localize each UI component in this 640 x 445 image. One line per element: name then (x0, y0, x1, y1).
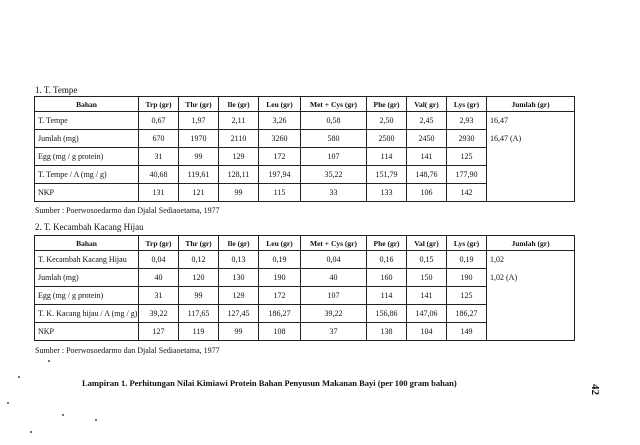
column-header: Lys (gr) (447, 97, 487, 112)
table-cell: 133 (367, 184, 407, 202)
table-row (35, 305, 575, 323)
table-row (35, 269, 575, 287)
sum-cell (487, 148, 575, 166)
table-header-row (35, 236, 575, 251)
table-kacang-hijau (34, 235, 575, 341)
table-cell: 131 (139, 184, 179, 202)
scan-speck (7, 402, 9, 404)
column-header: Thr (gr) (179, 236, 219, 251)
sum-cell: 1,02 (A) (487, 269, 575, 287)
table-cell: 0,16 (367, 251, 407, 269)
column-header: Trp (gr) (139, 97, 179, 112)
table-cell: 99 (179, 148, 219, 166)
table-cell: 1970 (179, 130, 219, 148)
table-cell: 149 (447, 323, 487, 341)
table-cell: 2500 (367, 130, 407, 148)
table-cell: 121 (179, 184, 219, 202)
row-label: Jumlah (mg) (35, 130, 139, 148)
column-header: Ile (gr) (219, 236, 259, 251)
row-label: Jumlah (mg) (35, 269, 139, 287)
table-cell: 2,45 (407, 112, 447, 130)
table-cell: 128,11 (219, 166, 259, 184)
table-cell: 127 (139, 323, 179, 341)
table-cell: 114 (367, 148, 407, 166)
sum-cell: 16,47 (487, 112, 575, 130)
table-cell: 120 (179, 269, 219, 287)
table-cell: 0,19 (447, 251, 487, 269)
table-cell: 108 (259, 323, 301, 341)
table-cell: 151,79 (367, 166, 407, 184)
table-cell: 0,04 (139, 251, 179, 269)
row-label: T. K. Kacang hijau / A (mg / g) (35, 305, 139, 323)
table-cell: 2,50 (367, 112, 407, 130)
table-cell: 150 (407, 269, 447, 287)
column-header: Leu (gr) (259, 97, 301, 112)
scan-speck (30, 431, 32, 433)
table-cell: 129 (219, 148, 259, 166)
table-cell: 40 (139, 269, 179, 287)
table-cell: 107 (301, 287, 367, 305)
table-cell: 0,15 (407, 251, 447, 269)
table-row (35, 148, 575, 166)
table-cell: 114 (367, 287, 407, 305)
sum-cell: 1,02 (487, 251, 575, 269)
table-cell: 0,12 (179, 251, 219, 269)
section-title-tempe: 1. T. Tempe (35, 85, 78, 95)
table-cell: 33 (301, 184, 367, 202)
table-cell: 0,19 (259, 251, 301, 269)
row-label: Egg (mg / g protein) (35, 287, 139, 305)
sum-cell (487, 305, 575, 323)
table-cell: 119,61 (179, 166, 219, 184)
table-cell: 0,04 (301, 251, 367, 269)
table-row (35, 166, 575, 184)
table-header-row (35, 97, 575, 112)
scan-speck (95, 419, 97, 421)
table-cell: 156,86 (367, 305, 407, 323)
column-header: Jumlah (gr) (487, 97, 575, 112)
column-header: Bahan (35, 236, 139, 251)
table-cell: 37 (301, 323, 367, 341)
table-cell: 115 (259, 184, 301, 202)
table-cell: 190 (259, 269, 301, 287)
table-cell: 40 (301, 269, 367, 287)
column-header: Met + Cys (gr) (301, 97, 367, 112)
table-cell: 580 (301, 130, 367, 148)
column-header: Phe (gr) (367, 236, 407, 251)
page-number: 42 (589, 384, 601, 395)
sum-cell (487, 287, 575, 305)
scan-speck (18, 376, 20, 378)
table-cell: 99 (219, 184, 259, 202)
source-note-kacang-hijau: Sumber : Poerwosoedarmo dan Djalal Sediaoetama, 1977 (35, 346, 220, 355)
table-cell: 2,11 (219, 112, 259, 130)
table-cell: 172 (259, 148, 301, 166)
table-cell: 190 (447, 269, 487, 287)
section-title-kacang-hijau: 2. T. Kecambah Kacang Hijau (35, 222, 144, 232)
appendix-caption: Lampiran 1. Perhitungan Nilai Kimiawi Protein Bahan Penyusun Makanan Bayi (per 100 gram bahan) (82, 378, 457, 388)
table-cell: 3260 (259, 130, 301, 148)
table-cell: 40,68 (139, 166, 179, 184)
scan-speck (48, 360, 50, 362)
table-cell: 99 (179, 287, 219, 305)
table-cell: 142 (447, 184, 487, 202)
table-tempe (34, 96, 575, 202)
table-cell: 125 (447, 287, 487, 305)
table-cell: 186,27 (447, 305, 487, 323)
table-cell: 125 (447, 148, 487, 166)
row-label: NKP (35, 323, 139, 341)
sum-cell: 16,47 (A) (487, 130, 575, 148)
table-cell: 2930 (447, 130, 487, 148)
table-row (35, 287, 575, 305)
row-label: T. Kecambah Kacang Hijau (35, 251, 139, 269)
table-cell: 670 (139, 130, 179, 148)
row-label: T. Tempe (35, 112, 139, 130)
sum-cell (487, 323, 575, 341)
table-cell: 119 (179, 323, 219, 341)
table-cell: 138 (367, 323, 407, 341)
column-header: Ile (gr) (219, 97, 259, 112)
table-cell: 2,93 (447, 112, 487, 130)
table-cell: 197,94 (259, 166, 301, 184)
table-cell: 3,26 (259, 112, 301, 130)
table-row (35, 184, 575, 202)
table-cell: 160 (367, 269, 407, 287)
column-header: Trp (gr) (139, 236, 179, 251)
scan-speck (62, 414, 64, 416)
table-cell: 2450 (407, 130, 447, 148)
column-header: Bahan (35, 97, 139, 112)
table-cell: 172 (259, 287, 301, 305)
sum-cell (487, 166, 575, 184)
column-header: Lys (gr) (447, 236, 487, 251)
column-header: Val( gr) (407, 97, 447, 112)
row-label: T. Tempe / A (mg / g) (35, 166, 139, 184)
table-cell: 130 (219, 269, 259, 287)
table-cell: 147,06 (407, 305, 447, 323)
table-cell: 0,58 (301, 112, 367, 130)
table-cell: 186,27 (259, 305, 301, 323)
table-cell: 106 (407, 184, 447, 202)
table-cell: 0,13 (219, 251, 259, 269)
table-cell: 2110 (219, 130, 259, 148)
table-cell: 107 (301, 148, 367, 166)
table-cell: 141 (407, 148, 447, 166)
column-header: Leu (gr) (259, 236, 301, 251)
table-cell: 141 (407, 287, 447, 305)
table-cell: 99 (219, 323, 259, 341)
column-header: Phe (gr) (367, 97, 407, 112)
table-row (35, 323, 575, 341)
table-cell: 117,65 (179, 305, 219, 323)
column-header: Val (gr) (407, 236, 447, 251)
table-cell: 35,22 (301, 166, 367, 184)
table-cell: 127,45 (219, 305, 259, 323)
row-label: Egg (mg / g protein) (35, 148, 139, 166)
column-header: Met + Cys (gr) (301, 236, 367, 251)
table-row (35, 112, 575, 130)
row-label: NKP (35, 184, 139, 202)
sum-cell (487, 184, 575, 202)
column-header: Jumlah (gr) (487, 236, 575, 251)
table-cell: 129 (219, 287, 259, 305)
table-cell: 177,90 (447, 166, 487, 184)
table-cell: 1,97 (179, 112, 219, 130)
table-cell: 31 (139, 148, 179, 166)
table-cell: 104 (407, 323, 447, 341)
table-cell: 39,22 (139, 305, 179, 323)
table-cell: 0,67 (139, 112, 179, 130)
source-note-tempe: Sumber : Poerwosoedarmo dan Djalal Sediaoetama, 1977 (35, 206, 220, 215)
table-cell: 39,22 (301, 305, 367, 323)
table-row (35, 130, 575, 148)
table-row (35, 251, 575, 269)
table-cell: 148,76 (407, 166, 447, 184)
column-header: Thr (gr) (179, 97, 219, 112)
table-cell: 31 (139, 287, 179, 305)
